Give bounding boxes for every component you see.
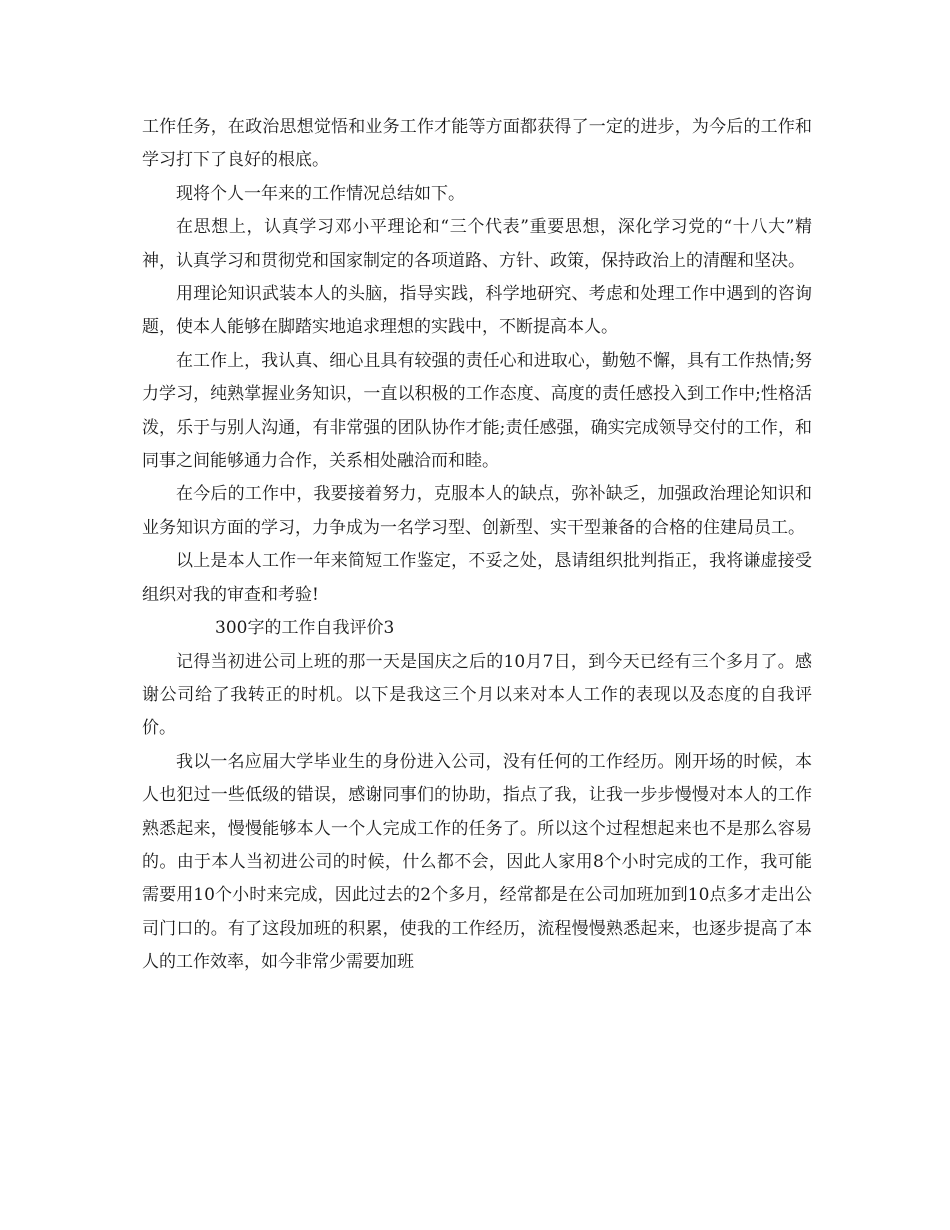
paragraph-closing: 以上是本人工作一年来简短工作鉴定，不妥之处，恳请组织批判指正，我将谦虚接受组织对我的审查和考验! bbox=[142, 551, 812, 605]
paragraph-work-attitude: 在工作上，我认真、细心且具有较强的责任心和进取心，勤勉不懈，具有工作热情;努力学习，纯熟掌握业务知识，一直以积极的工作态度、高度的责任感投入到工作中;性格活泼，乐于与别人沟通，有非常强的团队协作才能;责任感强，确实完成领导交付的工作，和同事之间能够通力合作，关系相处融洽而和睦。 bbox=[142, 350, 812, 472]
paragraph-summary-intro: 现将个人一年来的工作情况总结如下。 bbox=[176, 183, 465, 204]
paragraph-continuation: 工作任务，在政治思想觉悟和业务工作才能等方面都获得了一定的进步，为今后的工作和学习打下了良好的根底。 bbox=[142, 117, 812, 171]
section-heading: 300字的工作自我评价3 bbox=[215, 618, 395, 639]
paragraph-future-plan: 在今后的工作中，我要接着努力，克服本人的缺点，弥补缺乏，加强政治理论知识和业务知识方面的学习，力争成为一名学习型、创新型、实干型兼备的合格的住建局员工。 bbox=[142, 484, 812, 538]
document-body bbox=[142, 111, 812, 980]
paragraph-theory: 用理论知识武装本人的头脑，指导实践，科学地研究、考虑和处理工作中遇到的咨询题，使本人能够在脚踏实地追求理想的实践中，不断提高本人。 bbox=[142, 284, 812, 338]
paragraph-ideology: 在思想上，认真学习邓小平理论和“三个代表”重要思想，深化学习党的“十八大”精神，认真学习和贯彻党和国家制定的各项道路、方针、政策，保持政治上的清醒和坚决。 bbox=[142, 217, 812, 271]
paragraph-experience: 我以一名应届大学毕业生的身份进入公司，没有任何的工作经历。刚开场的时候，本人也犯过一些低级的错误，感谢同事们的协助，指点了我，让我一步步慢慢对本人的工作熟悉起来，慢慢能够本人一个人完成工作的任务了。所以这个过程想起来也不是那么容易的。由于本人当初进公司的时候，什么都不会，因此人家用8个小时完成的工作，我可能需要用10个小时来完成，因此过去的2个多月，经常都是在公司加班加到10点多才走出公司门口的。有了这段加班的积累，使我的工作经历，流程慢慢熟悉起来，也逐步提高了本人的工作效率，如今非常少需要加班 bbox=[142, 751, 812, 973]
paragraph-joining: 记得当初进公司上班的那一天是国庆之后的10月7日，到今天已经有三个多月了。感谢公司给了我转正的时机。以下是我这三个月以来对本人工作的表现以及态度的自我评价。 bbox=[142, 651, 812, 739]
